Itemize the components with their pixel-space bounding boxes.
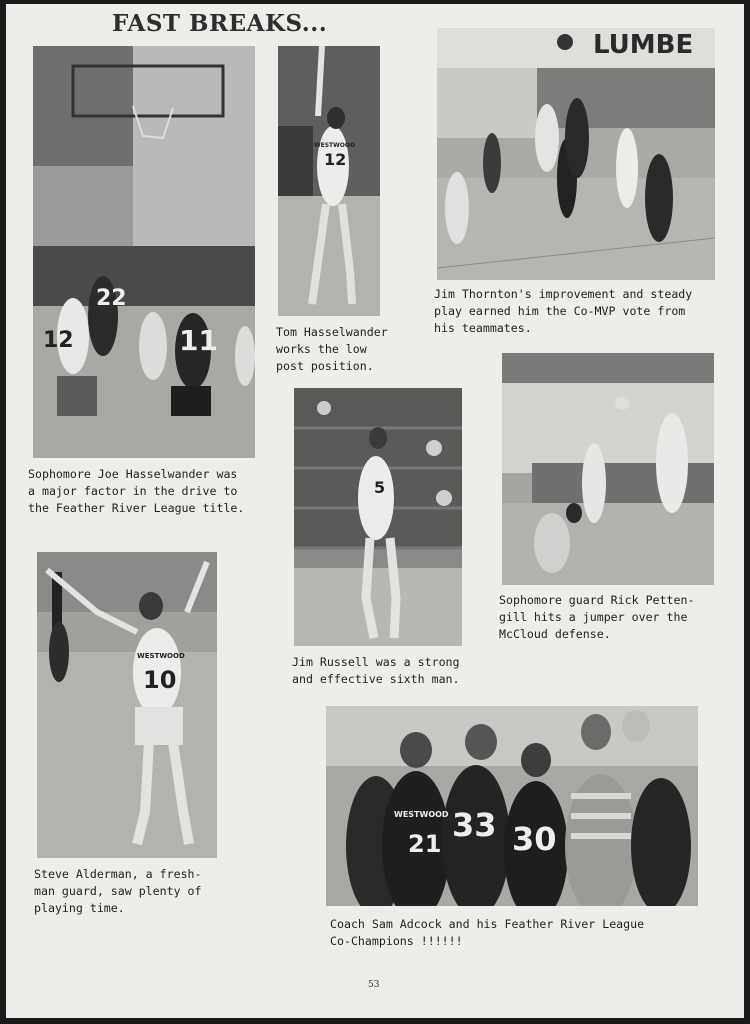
photo-joe-hasselwander bbox=[33, 46, 255, 458]
page-number: 53 bbox=[368, 980, 380, 990]
photo-jim-russell bbox=[294, 388, 462, 646]
caption-joe-hasselwander: Sophomore Joe Hasselwander was a major factor in the drive to the Feather River League title. bbox=[28, 467, 245, 515]
jersey-number: 5 bbox=[374, 478, 386, 497]
jersey-number: 12 bbox=[324, 150, 347, 169]
photo-jim-thornton bbox=[437, 28, 715, 280]
yearbook-page bbox=[6, 4, 744, 1018]
photo-steve-alderman bbox=[37, 552, 217, 858]
jersey-number: 21 bbox=[408, 830, 442, 858]
jersey-number: 11 bbox=[179, 324, 218, 357]
gym-wall-sign: LUMBE bbox=[593, 30, 694, 60]
jersey-number: 10 bbox=[143, 666, 177, 694]
caption-jim-thornton: Jim Thornton's improvement and steady play earned him the Co-MVP vote from his teammates. bbox=[434, 287, 693, 335]
jersey-team: WESTWOOD bbox=[137, 652, 185, 660]
photo-tom-hasselwander bbox=[278, 46, 380, 316]
jersey-number: 33 bbox=[452, 806, 497, 844]
jersey-team: WESTWOOD bbox=[394, 810, 449, 819]
page-title: FAST BREAKS... bbox=[112, 10, 328, 37]
photo-rick-pettengill bbox=[502, 353, 714, 585]
jersey-number: 30 bbox=[512, 820, 557, 858]
caption-steve-alderman: Steve Alderman, a fresh- man guard, saw plenty of playing time. bbox=[34, 867, 202, 915]
caption-rick-pettengill: Sophomore guard Rick Petten- gill hits a jumper over the McCloud defense. bbox=[499, 593, 695, 641]
photo-coach-adcock-team bbox=[326, 706, 698, 906]
jersey-number: 22 bbox=[96, 286, 127, 311]
caption-jim-russell: Jim Russell was a strong and effective sixth man. bbox=[292, 655, 460, 686]
jersey-number: 12 bbox=[43, 328, 74, 353]
caption-tom-hasselwander: Tom Hasselwander works the low post position. bbox=[276, 325, 388, 373]
jersey-team: WESTWOOD bbox=[314, 142, 355, 149]
caption-coach-adcock: Coach Sam Adcock and his Feather River League Co-Champions !!!!!! bbox=[330, 917, 645, 948]
